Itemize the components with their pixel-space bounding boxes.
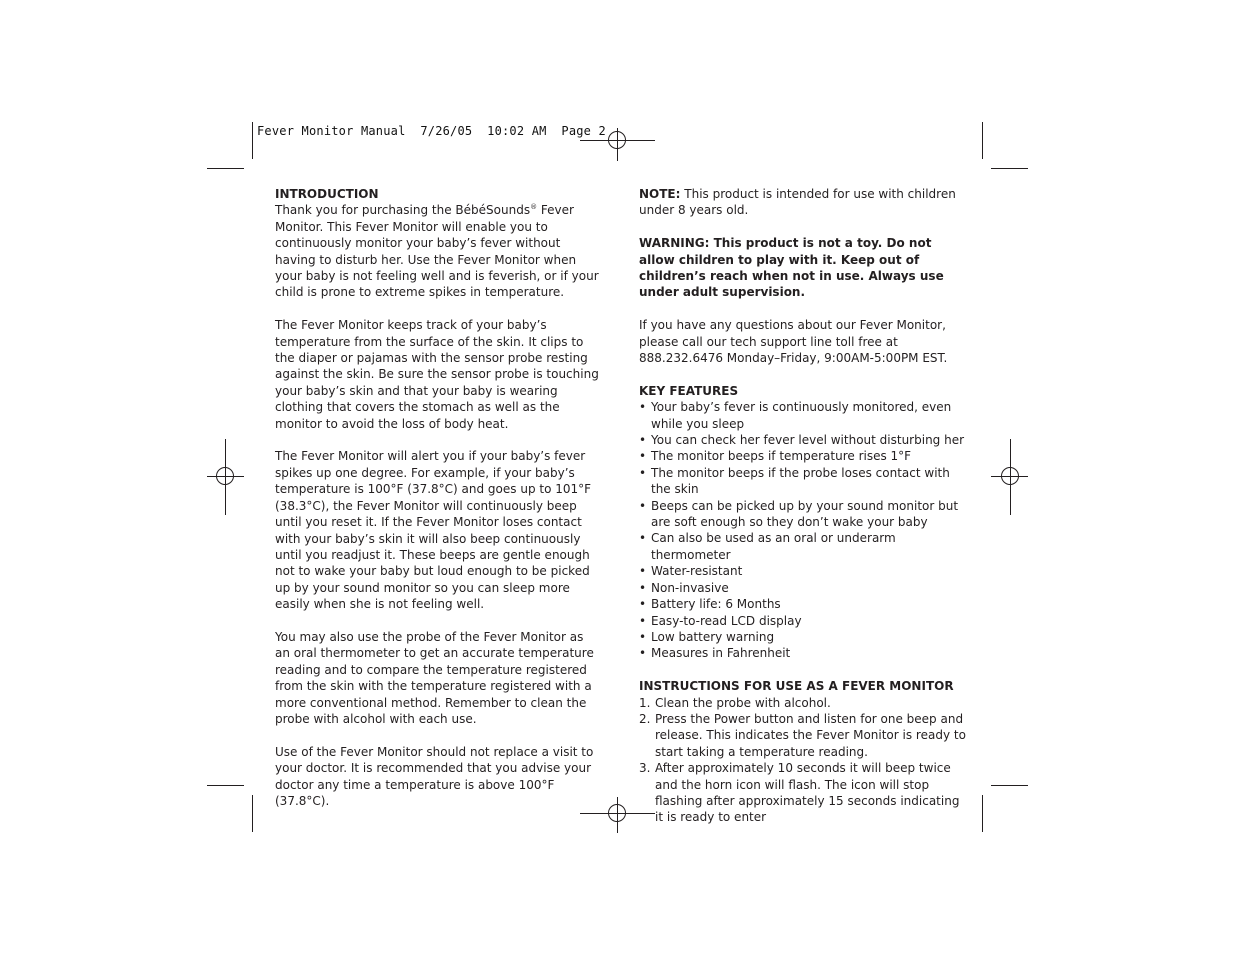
introduction-heading: INTRODUCTION <box>275 187 379 201</box>
intro-paragraph: Thank you for purchasing the BébéSounds® Fever Monitor. This Fever Monitor will enable you to continuously monitor your baby’s fever without having to disturb her. Use the Fever Monitor when your baby is not feeling well and is feverish, or if your child is prone to extreme spikes in temperature. <box>275 203 599 300</box>
registration-circle <box>216 467 234 485</box>
list-item: • Low battery warning <box>639 629 775 644</box>
bullet: • <box>639 597 647 612</box>
crop-mark <box>982 122 983 159</box>
list-item: • You can check her fever level without disturbing her <box>639 433 965 448</box>
note-label: NOTE: <box>639 187 681 201</box>
step-number: 1. <box>639 695 651 710</box>
list-item: • Beeps can be picked up by your sound monitor but are soft enough so they don’t wake your baby <box>639 498 959 530</box>
bullet: • <box>639 531 647 546</box>
crop-mark <box>991 168 1028 169</box>
list-item: 1. Clean the probe with alcohol. <box>639 695 831 710</box>
list-item: 2. Press the Power button and listen for one beep and release. This indicates the Fever Monitor is ready to start taking a temperature reading. <box>639 711 966 759</box>
features-list <box>639 399 969 662</box>
list-item: • Can also be used as an oral or underarm thermometer <box>639 531 896 562</box>
bullet: • <box>639 433 647 448</box>
bullet: • <box>639 564 647 579</box>
list-item: • Measures in Fahrenheit <box>639 646 791 661</box>
alert-paragraph: The Fever Monitor will alert you if your baby’s fever spikes up one degree. For example, if your baby’s temperature is 100°F (37.8°C) and goes up to 101°F (38.3°C), the Fever Monitor will continuously beep until you reset it. If the Fever Monitor loses contact with your baby’s skin it will also beep continuously until you readjust it. These beeps are gentle enough not to wake your baby but loud enough to be picked up by your sound monitor so you can sleep more easily when she is not feeling well. <box>275 449 592 612</box>
crop-mark <box>207 785 244 786</box>
step-number: 3. <box>639 761 651 776</box>
warning-paragraph: WARNING: This product is not a toy. Do not allow children to play with it. Keep out of children’s reach when not in use. Always use under adult supervision. <box>639 236 944 300</box>
right-column <box>639 186 969 842</box>
registration-circle <box>608 804 626 822</box>
crop-mark <box>252 795 253 832</box>
support-paragraph: If you have any questions about our Fever Monitor, please call our tech support line toll free at 888.232.6476 Monday–Friday, 9:00AM-5:00PM EST. <box>639 318 948 366</box>
step-number: 2. <box>639 711 651 726</box>
bullet: • <box>639 498 647 513</box>
bullet: • <box>639 613 647 628</box>
bullet: • <box>639 580 647 595</box>
list-item: • The monitor beeps if the probe loses contact with the skin <box>639 465 950 497</box>
instructions-heading: INSTRUCTIONS FOR USE AS A FEVER MONITOR <box>639 679 954 694</box>
list-item: 3. After approximately 10 seconds it will beep twice and the horn icon will flash. The icon will stop flashing after approximately 15 seconds indicating it is ready to enter <box>639 761 960 825</box>
registration-circle <box>608 131 626 149</box>
list-item: • Easy-to-read LCD display <box>639 613 802 628</box>
list-item: • Water-resistant <box>639 564 743 579</box>
list-item: • The monitor beeps if temperature rises 1°F <box>639 449 912 464</box>
doctor-paragraph: Use of the Fever Monitor should not replace a visit to your doctor. It is recommended that you advise your doctor any time a temperature is above 100°F (37.8°C). <box>275 744 594 808</box>
list-item: • Your baby’s fever is continuously monitored, even while you sleep <box>639 400 952 431</box>
bullet: • <box>639 629 647 644</box>
registered-mark: ® <box>530 203 538 212</box>
crop-mark <box>207 168 244 169</box>
bullet: • <box>639 646 647 661</box>
left-column <box>275 186 600 826</box>
crop-mark <box>991 785 1028 786</box>
bullet: • <box>639 400 647 415</box>
list-item: • Non-invasive <box>639 580 729 595</box>
registration-circle <box>1001 467 1019 485</box>
crop-mark <box>252 122 253 159</box>
bullet: • <box>639 449 647 464</box>
skin-paragraph: The Fever Monitor keeps track of your baby’s temperature from the surface of the skin. It clips to the diaper or pajamas with the sensor probe resting against the skin. Be sure the sensor probe is touching your baby’s skin and that your baby is wearing clothing that covers the stomach as well as the monitor to avoid the loss of body heat. <box>275 318 599 431</box>
list-item: • Battery life: 6 Months <box>639 597 781 612</box>
bullet: • <box>639 465 647 480</box>
oral-thermometer-paragraph: You may also use the probe of the Fever Monitor as an oral thermometer to get an accurate temperature reading and to compare the temperature registered from the skin with the temperature registered with a more conventional method. Remember to clean the probe with alcohol with each use. <box>275 629 594 726</box>
key-features-heading: KEY FEATURES <box>639 383 739 398</box>
printer-slug: Fever Monitor Manual 7/26/05 10:02 AM Page 2 <box>257 124 606 138</box>
instructions-list <box>639 695 969 826</box>
note-paragraph: NOTE: This product is intended for use with children under 8 years old. <box>639 187 956 218</box>
crop-mark <box>982 795 983 832</box>
